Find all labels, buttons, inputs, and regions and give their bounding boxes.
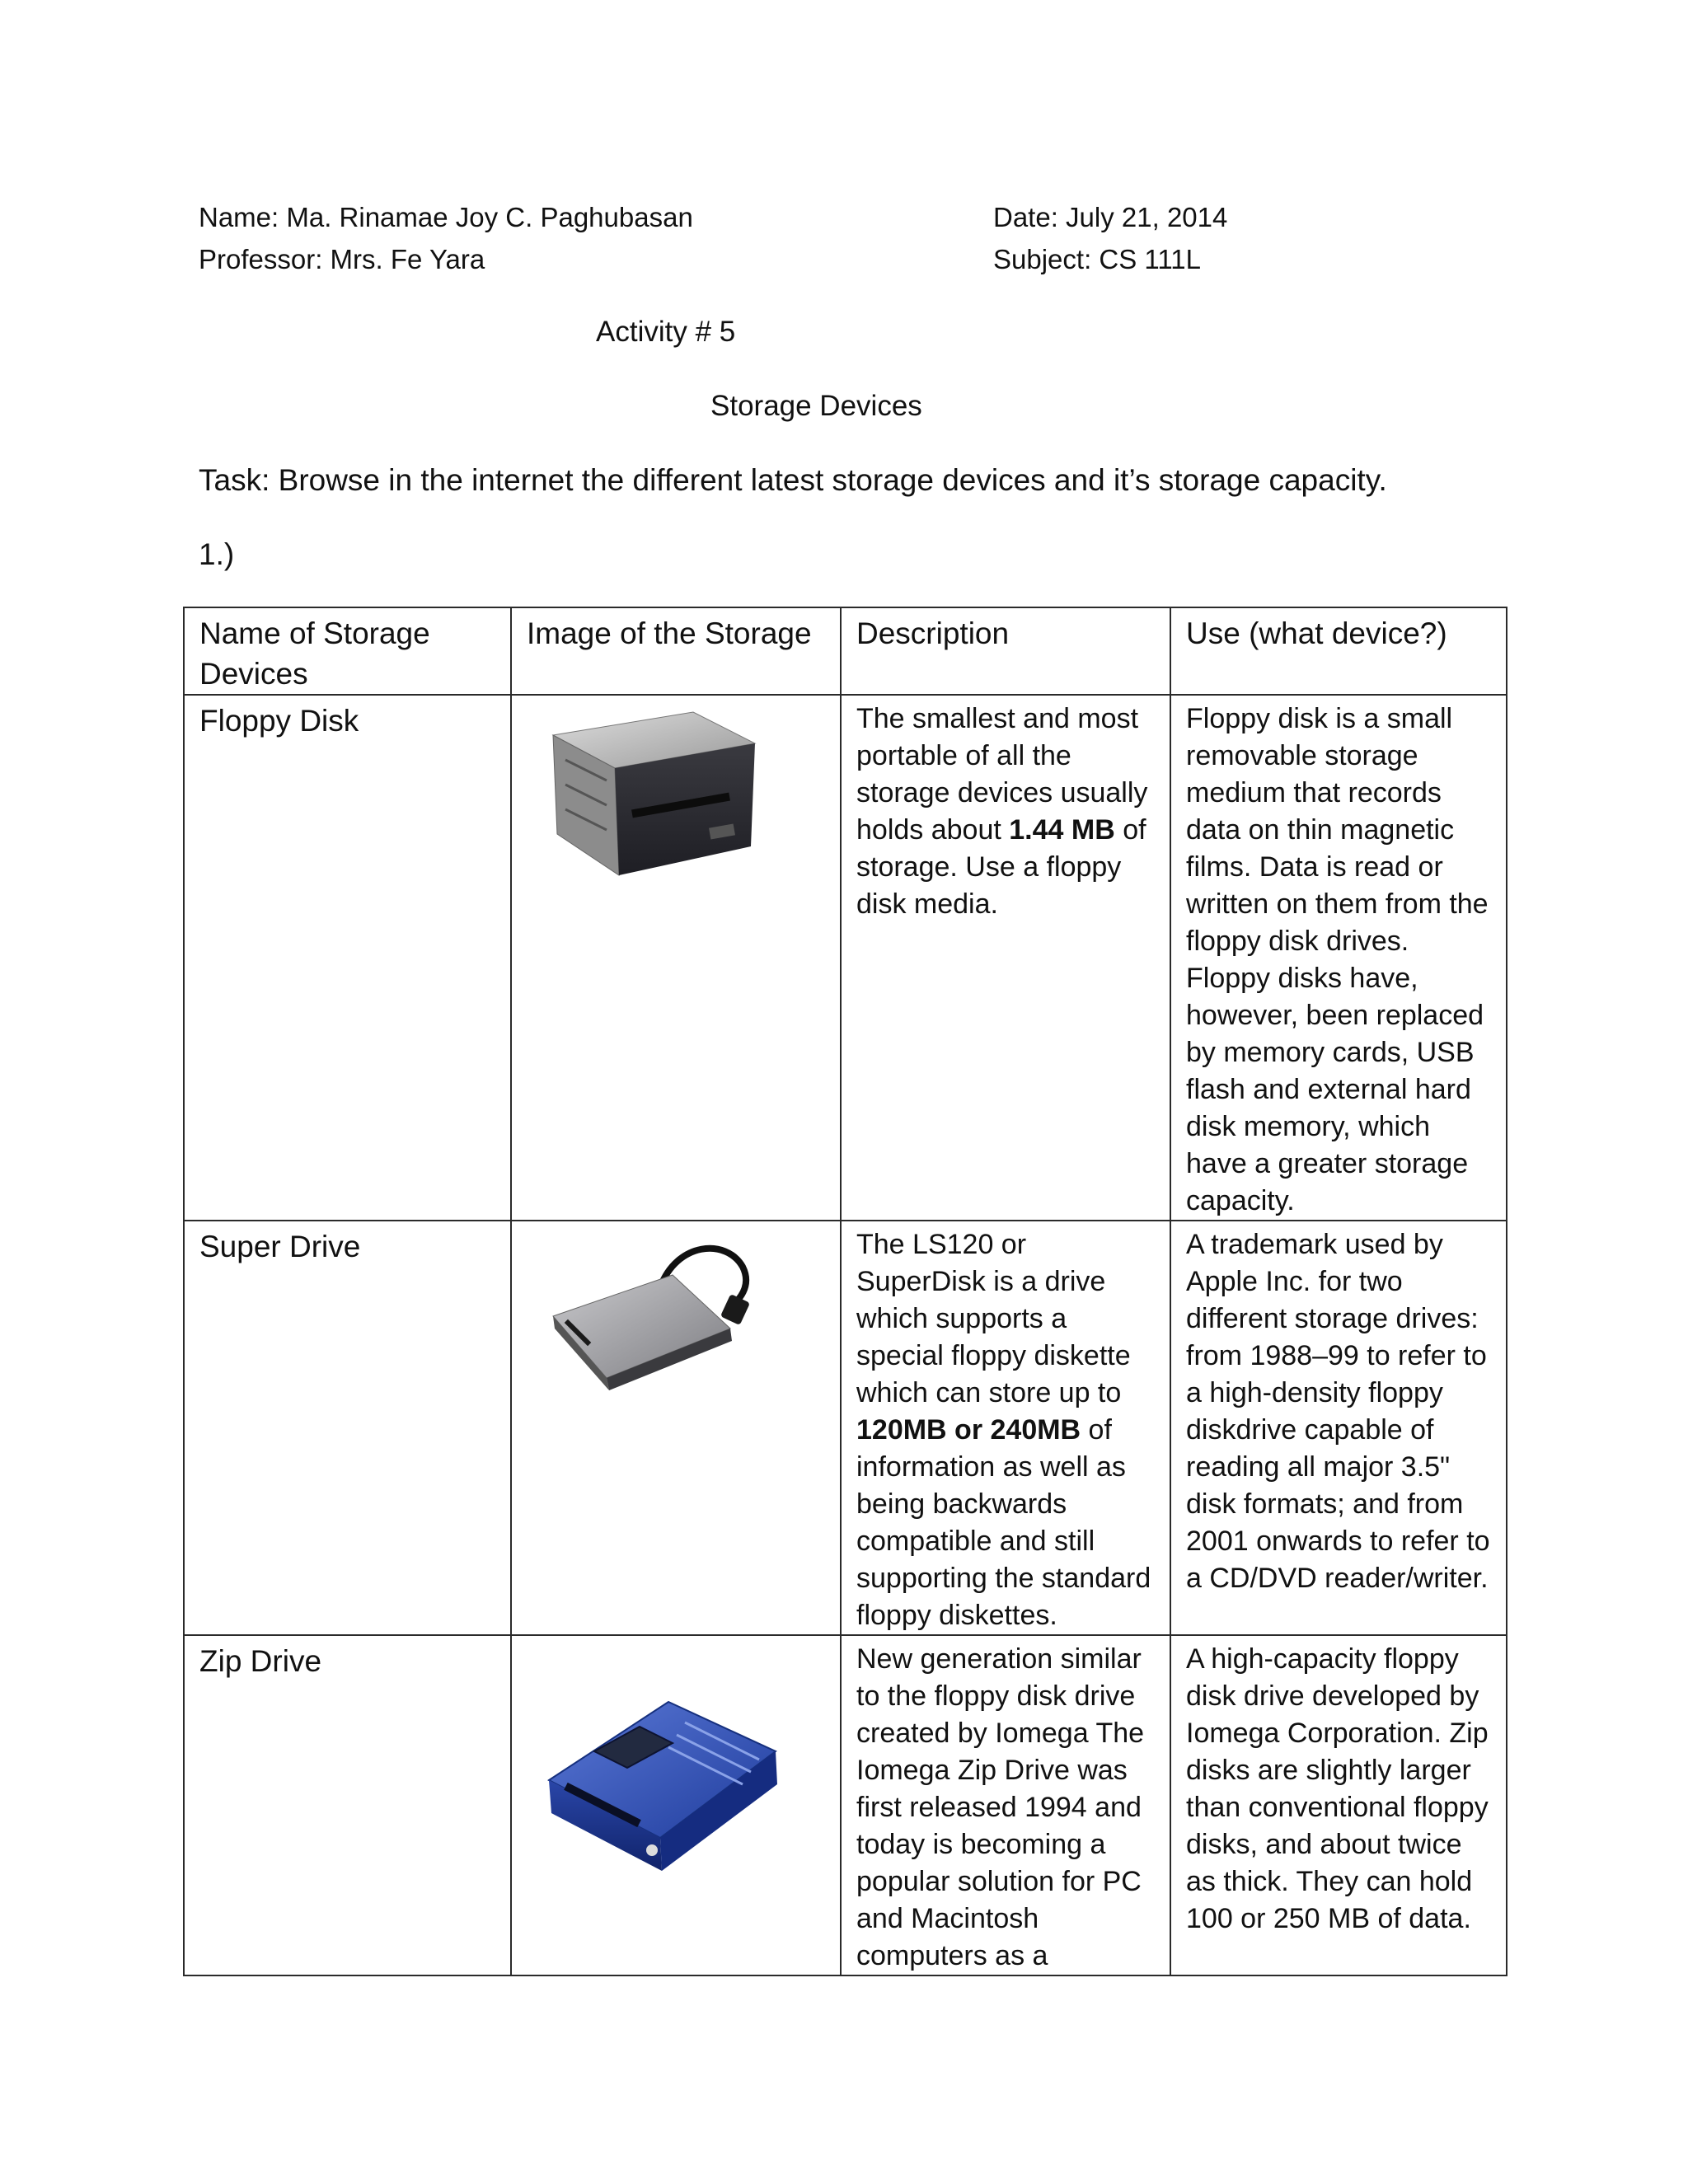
device-image-cell xyxy=(511,1635,841,1975)
activity-number: Activity # 5 xyxy=(596,316,736,348)
header-description: Description xyxy=(841,607,1170,695)
professor-line: Professor: Mrs. Fe Yara xyxy=(199,244,485,274)
device-image-cell xyxy=(511,1221,841,1635)
device-use: A trademark used by Apple Inc. for two different storage drives: from 1988–99 to refer to a high-density floppy diskdrive capable of reading all major 3.5" disk formats; and from 2001 onwards to refer to a CD/DVD reader/writer. xyxy=(1170,1221,1507,1635)
storage-devices-table xyxy=(183,607,1507,1976)
device-description xyxy=(841,695,1170,1221)
table-row xyxy=(184,1221,1507,1635)
superdrive-icon xyxy=(537,1238,784,1427)
device-description xyxy=(841,1221,1170,1635)
table-row xyxy=(184,695,1507,1221)
device-use: Floppy disk is a small removable storage medium that records data on thin magnetic films. Data is read or written on them from the floppy disk drives. Floppy disks have, however, been replaced by memory cards, USB flash and external hard disk memory, which have a greater storage capacity. xyxy=(1170,695,1507,1221)
capacity-highlight: 1.44 MB xyxy=(1009,814,1115,846)
header-use: Use (what device?) xyxy=(1170,607,1507,695)
description-text: of information as well as being backwards compatible and still supporting the standard floppy diskettes. xyxy=(856,1414,1151,1631)
floppy-drive-icon xyxy=(528,702,776,916)
header-image: Image of the Storage xyxy=(511,607,841,695)
description-text: of storage. Use a floppy disk media. xyxy=(856,814,1146,920)
item-number: 1.) xyxy=(199,537,235,571)
device-use: A high-capacity floppy disk drive developed by Iomega Corporation. Zip disks are slightly larger than conventional floppy disks, and about twice as thick. They can hold 100 or 250 MB of data. xyxy=(1170,1635,1507,1975)
device-image-cell xyxy=(511,695,841,1221)
header-name: Name of Storage Devices xyxy=(184,607,511,695)
device-description xyxy=(841,1635,1170,1975)
device-name: Zip Drive xyxy=(184,1635,511,1975)
device-name: Super Drive xyxy=(184,1221,511,1635)
description-text: The LS120 or SuperDisk is a drive which supports a special floppy diskette which can store up to xyxy=(856,1229,1131,1408)
task-statement: Task: Browse in the internet the different latest storage devices and it’s storage capacity. xyxy=(199,463,1387,497)
device-name: Floppy Disk xyxy=(184,695,511,1221)
date-line: Date: July 21, 2014 xyxy=(993,202,1228,232)
subject-line: Subject: CS 111L xyxy=(993,244,1201,274)
capacity-highlight: 120MB or 240MB xyxy=(856,1414,1081,1446)
table-row xyxy=(184,1635,1507,1975)
student-name: Name: Ma. Rinamae Joy C. Paghubasan xyxy=(199,202,693,232)
zip-drive-icon xyxy=(528,1644,800,1891)
description-text: New generation similar to the floppy disk drive created by Iomega The Iomega Zip Drive was first released 1994 and today is becoming a popular solution for PC and Macintosh computers as a xyxy=(856,1643,1145,1971)
page-title: Storage Devices xyxy=(710,390,922,422)
table-header-row xyxy=(184,607,1507,695)
description-text: The smallest and most portable of all the storage devices usually holds about xyxy=(856,703,1148,846)
